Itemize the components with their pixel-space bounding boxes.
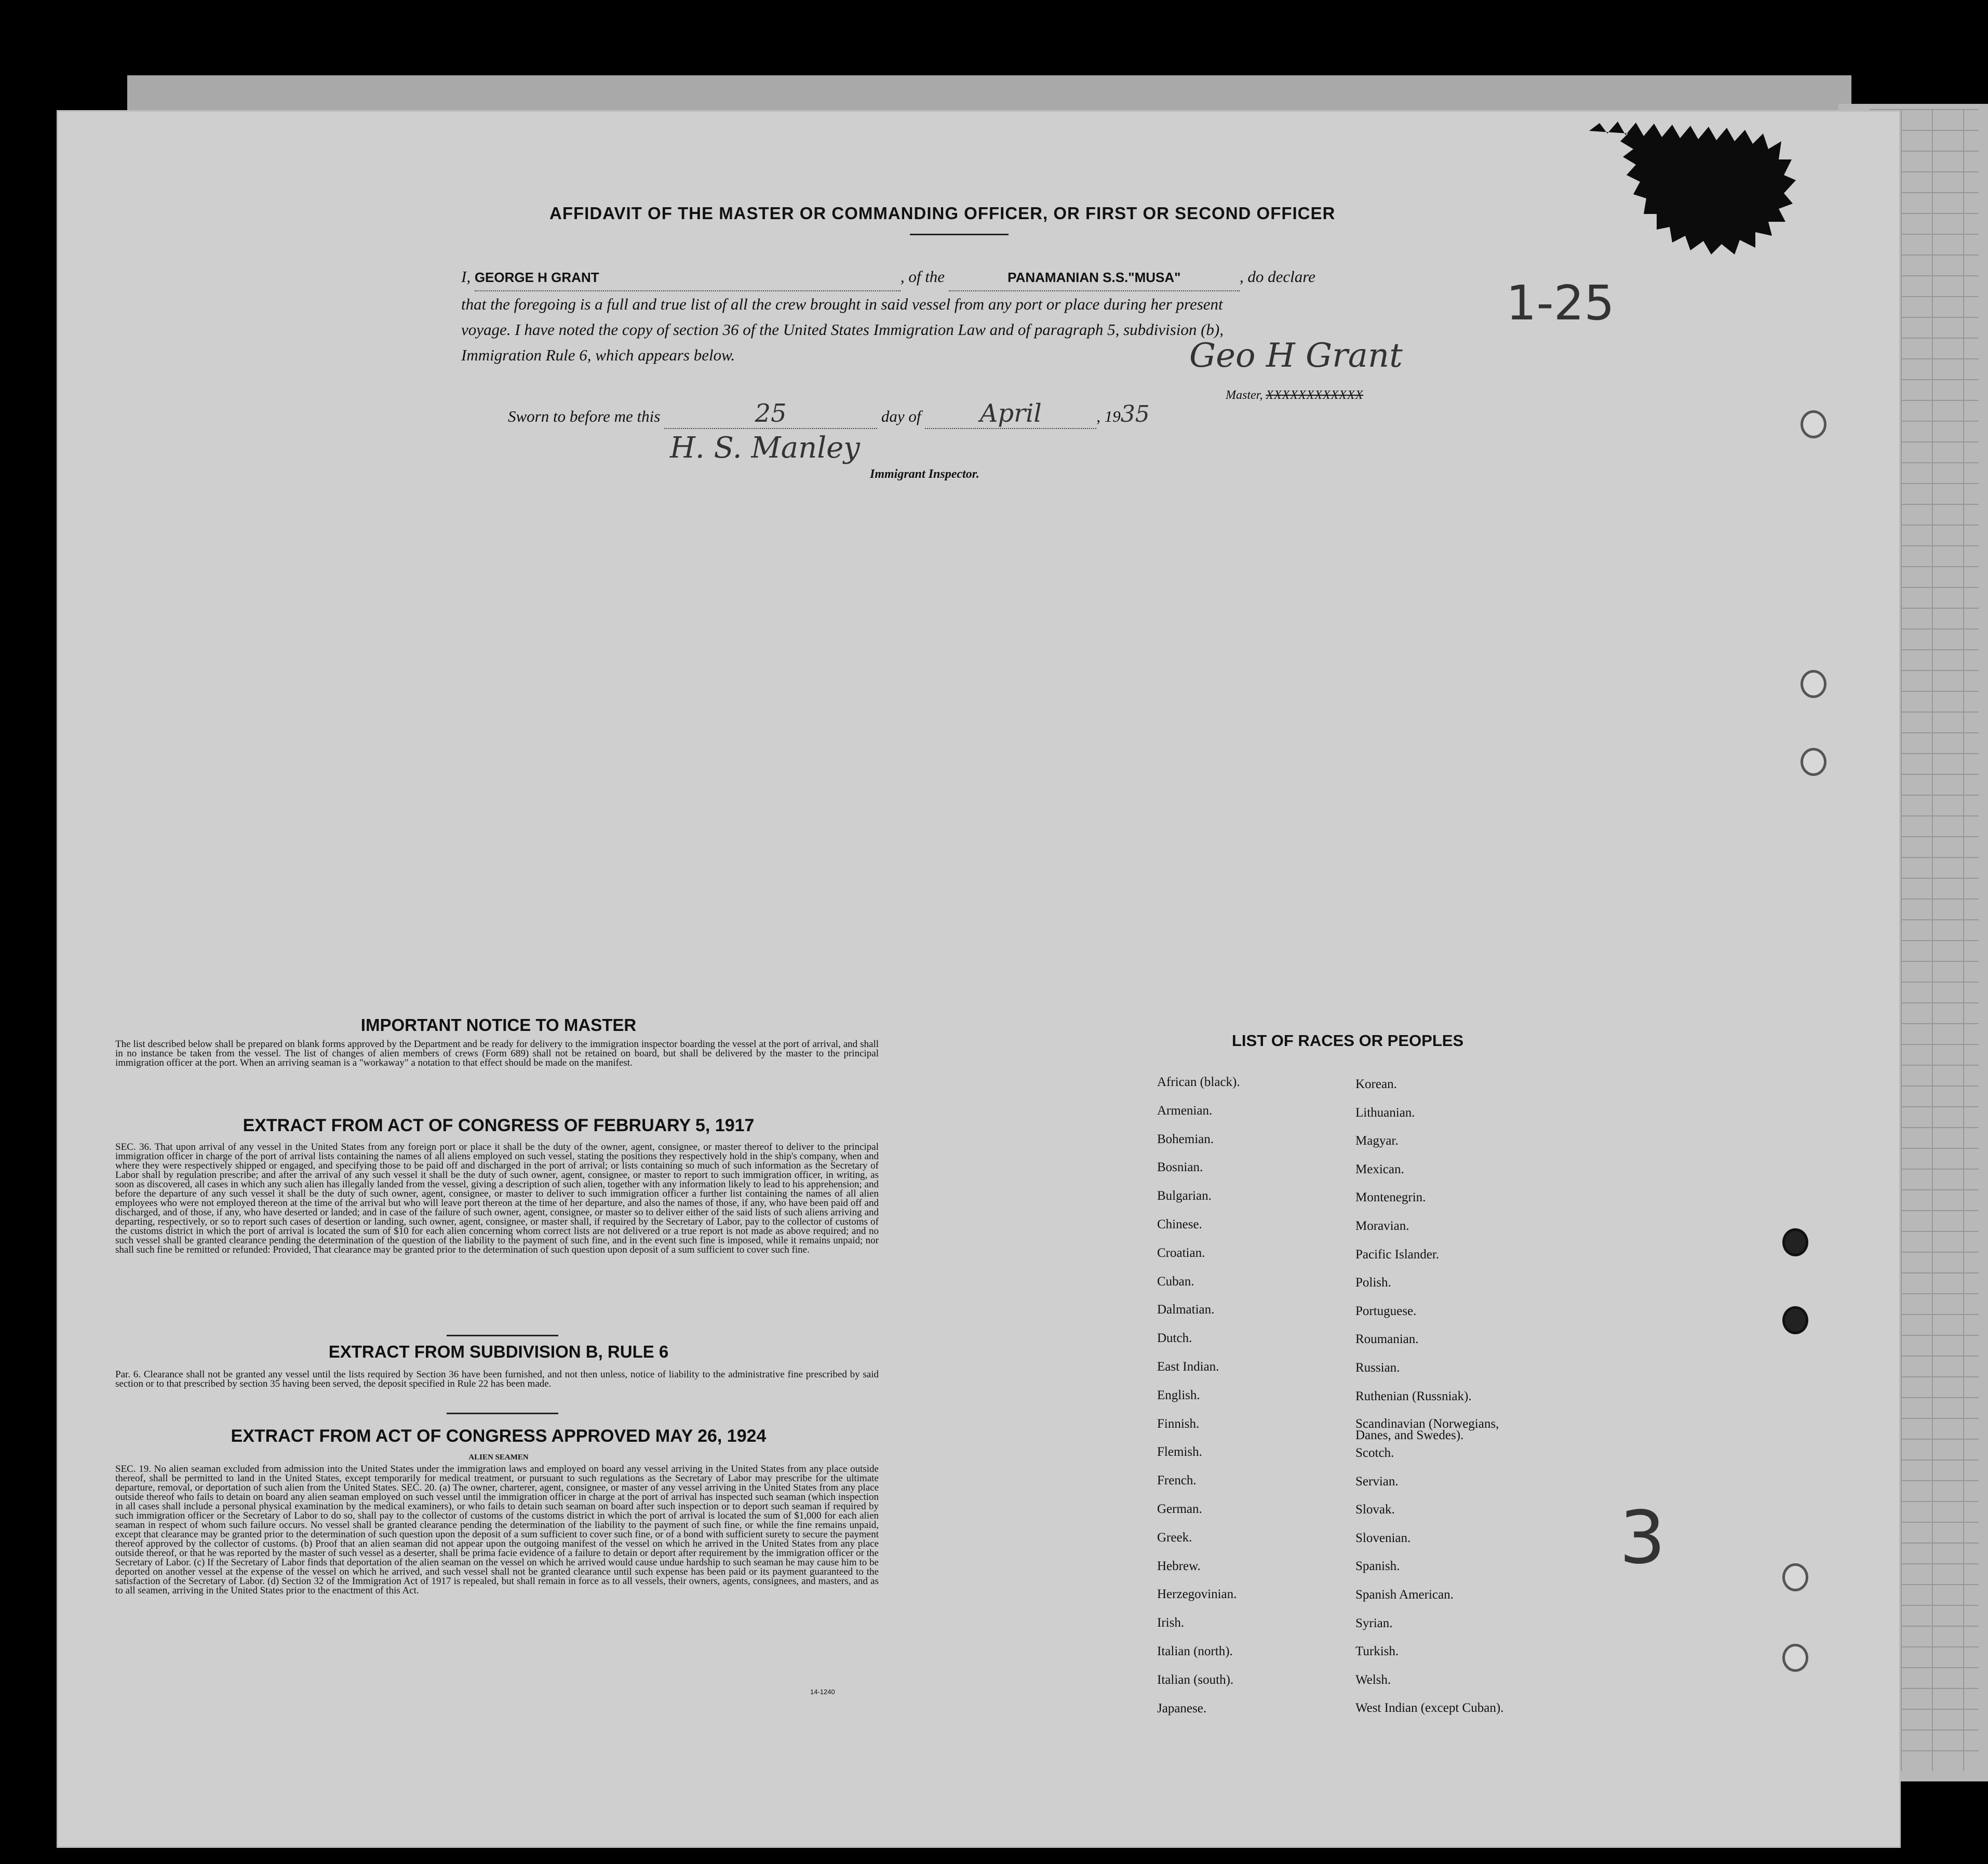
race-item: Slovak.	[1355, 1503, 1395, 1517]
race-item: African (black).	[1157, 1075, 1240, 1089]
race-item: Ruthenian (Russniak).	[1355, 1389, 1472, 1403]
race-item: Dalmatian.	[1157, 1303, 1215, 1317]
section-divider	[447, 1413, 558, 1414]
race-item: Scandinavian (Norwegians,	[1355, 1417, 1499, 1431]
race-item: Servian.	[1355, 1474, 1399, 1488]
sworn-day: 25	[664, 399, 877, 429]
race-item: Scotch.	[1355, 1446, 1394, 1460]
form-number: 14-1240	[810, 1688, 835, 1696]
race-item: Slovenian.	[1355, 1531, 1411, 1545]
master-signature: Geo H Grant	[1189, 337, 1403, 375]
race-item: Danes, and Swedes).	[1355, 1428, 1464, 1442]
race-item: Cuban.	[1157, 1274, 1194, 1289]
extract3-subtitle: ALIEN SEAMEN	[468, 1453, 529, 1461]
race-item: Greek.	[1157, 1530, 1192, 1545]
race-item: Armenian.	[1157, 1103, 1213, 1118]
notary-seal-icon	[1579, 120, 1797, 256]
vessel-name-field: PANAMANIAN S.S."MUSA"	[949, 265, 1240, 291]
punch-hole	[1782, 1563, 1808, 1591]
race-item: Bosnian.	[1157, 1160, 1203, 1175]
race-item: Welsh.	[1355, 1672, 1391, 1687]
punch-hole	[1801, 410, 1826, 438]
race-item: Irish.	[1157, 1616, 1185, 1630]
master-title-label: Master, XXXXXXXXXXXX	[1226, 388, 1364, 402]
races-list-title: LIST OF RACES OR PEOPLES	[1232, 1031, 1464, 1050]
year-prefix: , 19	[1096, 407, 1121, 425]
race-item: Italian (north).	[1157, 1644, 1233, 1658]
extract3-title: EXTRACT FROM ACT OF CONGRESS APPROVED MAY 26, 1924	[231, 1426, 767, 1446]
race-item: Croatian.	[1157, 1245, 1205, 1260]
declaration-line-4: Immigration Rule 6, which appears below.	[461, 346, 735, 364]
notice-body: The list described below shall be prepared on blank forms approved by the Department and be ready for delivery to the immigration inspector boarding the vessel at the port of arrival, and shall in no instance be taken from the vessel. The list of changes of alien members of crews (Form 689) shall not be retained on board, but shall be delivered by the master to the principal immigration officer at the port. When an arriving seaman is a "workaway" a notation to that effect should be made on the manifest.	[115, 1039, 879, 1068]
race-item: Syrian.	[1355, 1616, 1393, 1630]
punch-hole	[1782, 1228, 1808, 1256]
race-item: Turkish.	[1355, 1644, 1399, 1659]
extract3-body: SEC. 19. No alien seaman excluded from admission into the United States under the immigration laws and employed on board any vessel arriving in the United States from any place outside thereof, shall be permitted to land in the United States, except temporarily for medical treatment, or pursuant to such regulations as the Secretary of Labor may prescribe for the ultimate departure, removal, or deportation of such alien from the United States. SEC. 20. (a) The owner, charterer, agent, consignee, or master of any vessel arriving in the United States from any place outside thereof who fails to detain on board any alien seaman employed on such vessel until the immigration officer in charge at the port of arrival has inspected such seaman (which inspection in all cases shall include a personal physical examination by the medical examiners), or who fails to detain such seaman on board after such inspection or to deport such seaman if required by such immigration officer or the Secretary of Labor to do so, shall pay to the collector of customs of the customs district in which the port of arrival is located the sum of $1,000 for each alien seaman in respect of whom such failure occurs. No vessel shall be granted clearance pending the determination of the liability to the payment of such fine, or while the fine remains unpaid, except that clearance may be granted prior to the determination of such question upon the deposit of a sum sufficient to cover such fine, or of a bond with sufficient surety to secure the payment thereof approved by the collector of customs. (b) Proof that an alien seaman did not appear upon the outgoing manifest of the vessel on which he arrived in the United States from any place outside thereof, or that he was reported by the master of such vessel as a deserter, shall be prima facie evidence of a failure to detain or deport after requirement by the immigration officer or the Secretary of Labor. (c) If the Secretary of Labor finds that deportation of the alien seaman on the vessel on which he arrived would cause undue hardship to such seaman he may cause him to be deported on another vessel at the expense of the vessel on which he arrived, and such vessel shall not be granted clearance until such expense has been paid or its payment guaranteed to the satisfaction of the Secretary of Labor. (d) Section 32 of the Immigration Act of 1917 is repealed, but shall remain in force as to all vessels, their owners, agents, consignees, and masters, and as to all seamen, arriving in the United States prior to the enactment of this Act.	[115, 1464, 879, 1596]
race-item: Spanish American.	[1355, 1588, 1454, 1602]
i-label: I,	[461, 267, 471, 286]
punch-hole	[1801, 670, 1826, 698]
do-declare-label: , do declare	[1239, 267, 1315, 286]
race-item: East Indian.	[1157, 1360, 1219, 1374]
declaration-line-3: voyage. I have noted the copy of section 36 of the United States Immigration Law and of paragraph 5, subdivision (b),	[461, 320, 1224, 339]
race-item: English.	[1157, 1388, 1200, 1402]
race-item: Finnish.	[1157, 1416, 1200, 1431]
race-item: Russian.	[1355, 1361, 1400, 1375]
extract1-title: EXTRACT FROM ACT OF CONGRESS OF FEBRUARY 5, 1917	[243, 1116, 755, 1135]
extract2-title: EXTRACT FROM SUBDIVISION B, RULE 6	[328, 1342, 669, 1361]
sworn-month: April	[925, 399, 1096, 429]
race-item: Korean.	[1355, 1077, 1397, 1091]
race-item: Moravian.	[1355, 1219, 1409, 1233]
sworn-line	[508, 399, 1150, 429]
race-item: Chinese.	[1157, 1217, 1202, 1231]
master-name-field: GEORGE H GRANT	[475, 265, 901, 291]
extract1-body: SEC. 36. That upon arrival of any vessel in the United States from any foreign port or place it shall be the duty of the owner, agent, consignee, or master thereof to deliver to the principal immigration officer in charge of the port of arrival lists containing the names of all aliens employed on such vessel, stating the positions they respectively hold in the ship's company, when and where they were respectively shipped or engaged, and specifying those to be paid off and discharged in the port of arrival; or lists containing so much of such information as the Secretary of Labor shall by regulation prescribe; and after the arrival of any such vessel it shall be the duty of such owner, agent, consignee, or master to report to such immigration officer, in writing, as soon as discovered, all cases in which any such alien has illegally landed from the vessel, giving a description of such alien, together with any information likely to lead to his apprehension; and before the departure of any such vessel it shall be the duty of such owner, agent, consignee, or master to deliver to such immigration officer a further list containing the names of all alien employees who were not employed thereon at the time of the arrival but who will leave port thereon at the time of her departure, and also the names of those, if any, who have been paid off and discharged, and of those, if any, who have deserted or landed; and in case of the failure of such owner, agent, consignee, or master so to deliver either of the said lists of such aliens arriving and departing, respectively, or so to report such cases of desertion or landing, such owner, agent, consignee, or master shall, if required by the Secretary of Labor, pay to the collector of customs of the customs district in which the port of arrival is located the sum of $10 for each alien concerning whom correct lists are not delivered or a true report is not made as above required; and no such vessel shall be granted clearance pending the determination of the question of the liability to the payment of such fine, and in the event such fine is imposed, while it remains unpaid; nor shall such fine be remitted or refunded: Provided, That clearance may be granted prior to the determination of such question upon deposit of a sum sufficient to cover such fine.	[115, 1142, 879, 1255]
race-item: Montenegrin.	[1355, 1190, 1426, 1205]
race-item: Hebrew.	[1157, 1559, 1201, 1573]
race-item: Dutch.	[1157, 1331, 1192, 1346]
inspector-title-label: Immigrant Inspector.	[870, 467, 979, 481]
race-item: Magyar.	[1355, 1134, 1399, 1148]
margin-note-bottom: 3	[1619, 1496, 1666, 1580]
race-item: Spanish.	[1355, 1559, 1400, 1574]
punch-hole	[1782, 1306, 1808, 1334]
title-divider	[910, 234, 1009, 235]
punch-hole	[1782, 1644, 1808, 1672]
punch-hole	[1801, 748, 1826, 776]
extract2-body: Par. 6. Clearance shall not be granted any vessel until the lists required by Section 36 have been furnished, and not then unless, notice of liability to the administrative fine prescribed by said section or to that prescribed by section 35 having been served, the deposit specified in Rule 22 has been made.	[115, 1369, 879, 1389]
race-item: Polish.	[1355, 1276, 1391, 1290]
declaration-line-2: that the foregoing is a full and true list of all the crew brought in said vessel from any port or place during her present	[461, 295, 1223, 313]
notice-title: IMPORTANT NOTICE TO MASTER	[360, 1015, 637, 1035]
race-item: Lithuanian.	[1355, 1105, 1415, 1120]
race-item: Bulgarian.	[1157, 1189, 1212, 1203]
race-item: Herzegovinian.	[1157, 1587, 1237, 1602]
day-of-label: day of	[881, 407, 921, 425]
year-suffix: 35	[1120, 401, 1150, 427]
race-item: Italian (south).	[1157, 1672, 1234, 1687]
section-divider	[447, 1335, 558, 1336]
race-item: Mexican.	[1355, 1162, 1404, 1176]
of-the-label: , of the	[900, 267, 945, 286]
race-item: Bohemian.	[1157, 1132, 1214, 1146]
sworn-label: Sworn to before me this	[508, 407, 661, 425]
declaration-line-1	[461, 264, 1458, 291]
margin-note-top: 1-25	[1506, 275, 1615, 331]
race-item: French.	[1157, 1473, 1197, 1488]
race-item: Roumanian.	[1355, 1332, 1419, 1347]
race-item: Flemish.	[1157, 1445, 1202, 1459]
race-item: German.	[1157, 1502, 1202, 1516]
race-item: West Indian (except Cuban).	[1355, 1701, 1504, 1715]
inspector-signature: H. S. Manley	[670, 431, 860, 465]
race-item: Pacific Islander.	[1355, 1247, 1440, 1262]
race-item: Japanese.	[1157, 1701, 1207, 1715]
race-item: Portuguese.	[1355, 1304, 1417, 1318]
affidavit-title: AFFIDAVIT OF THE MASTER OR COMMANDING OFFICER, OR FIRST OR SECOND OFFICER	[549, 204, 1336, 223]
